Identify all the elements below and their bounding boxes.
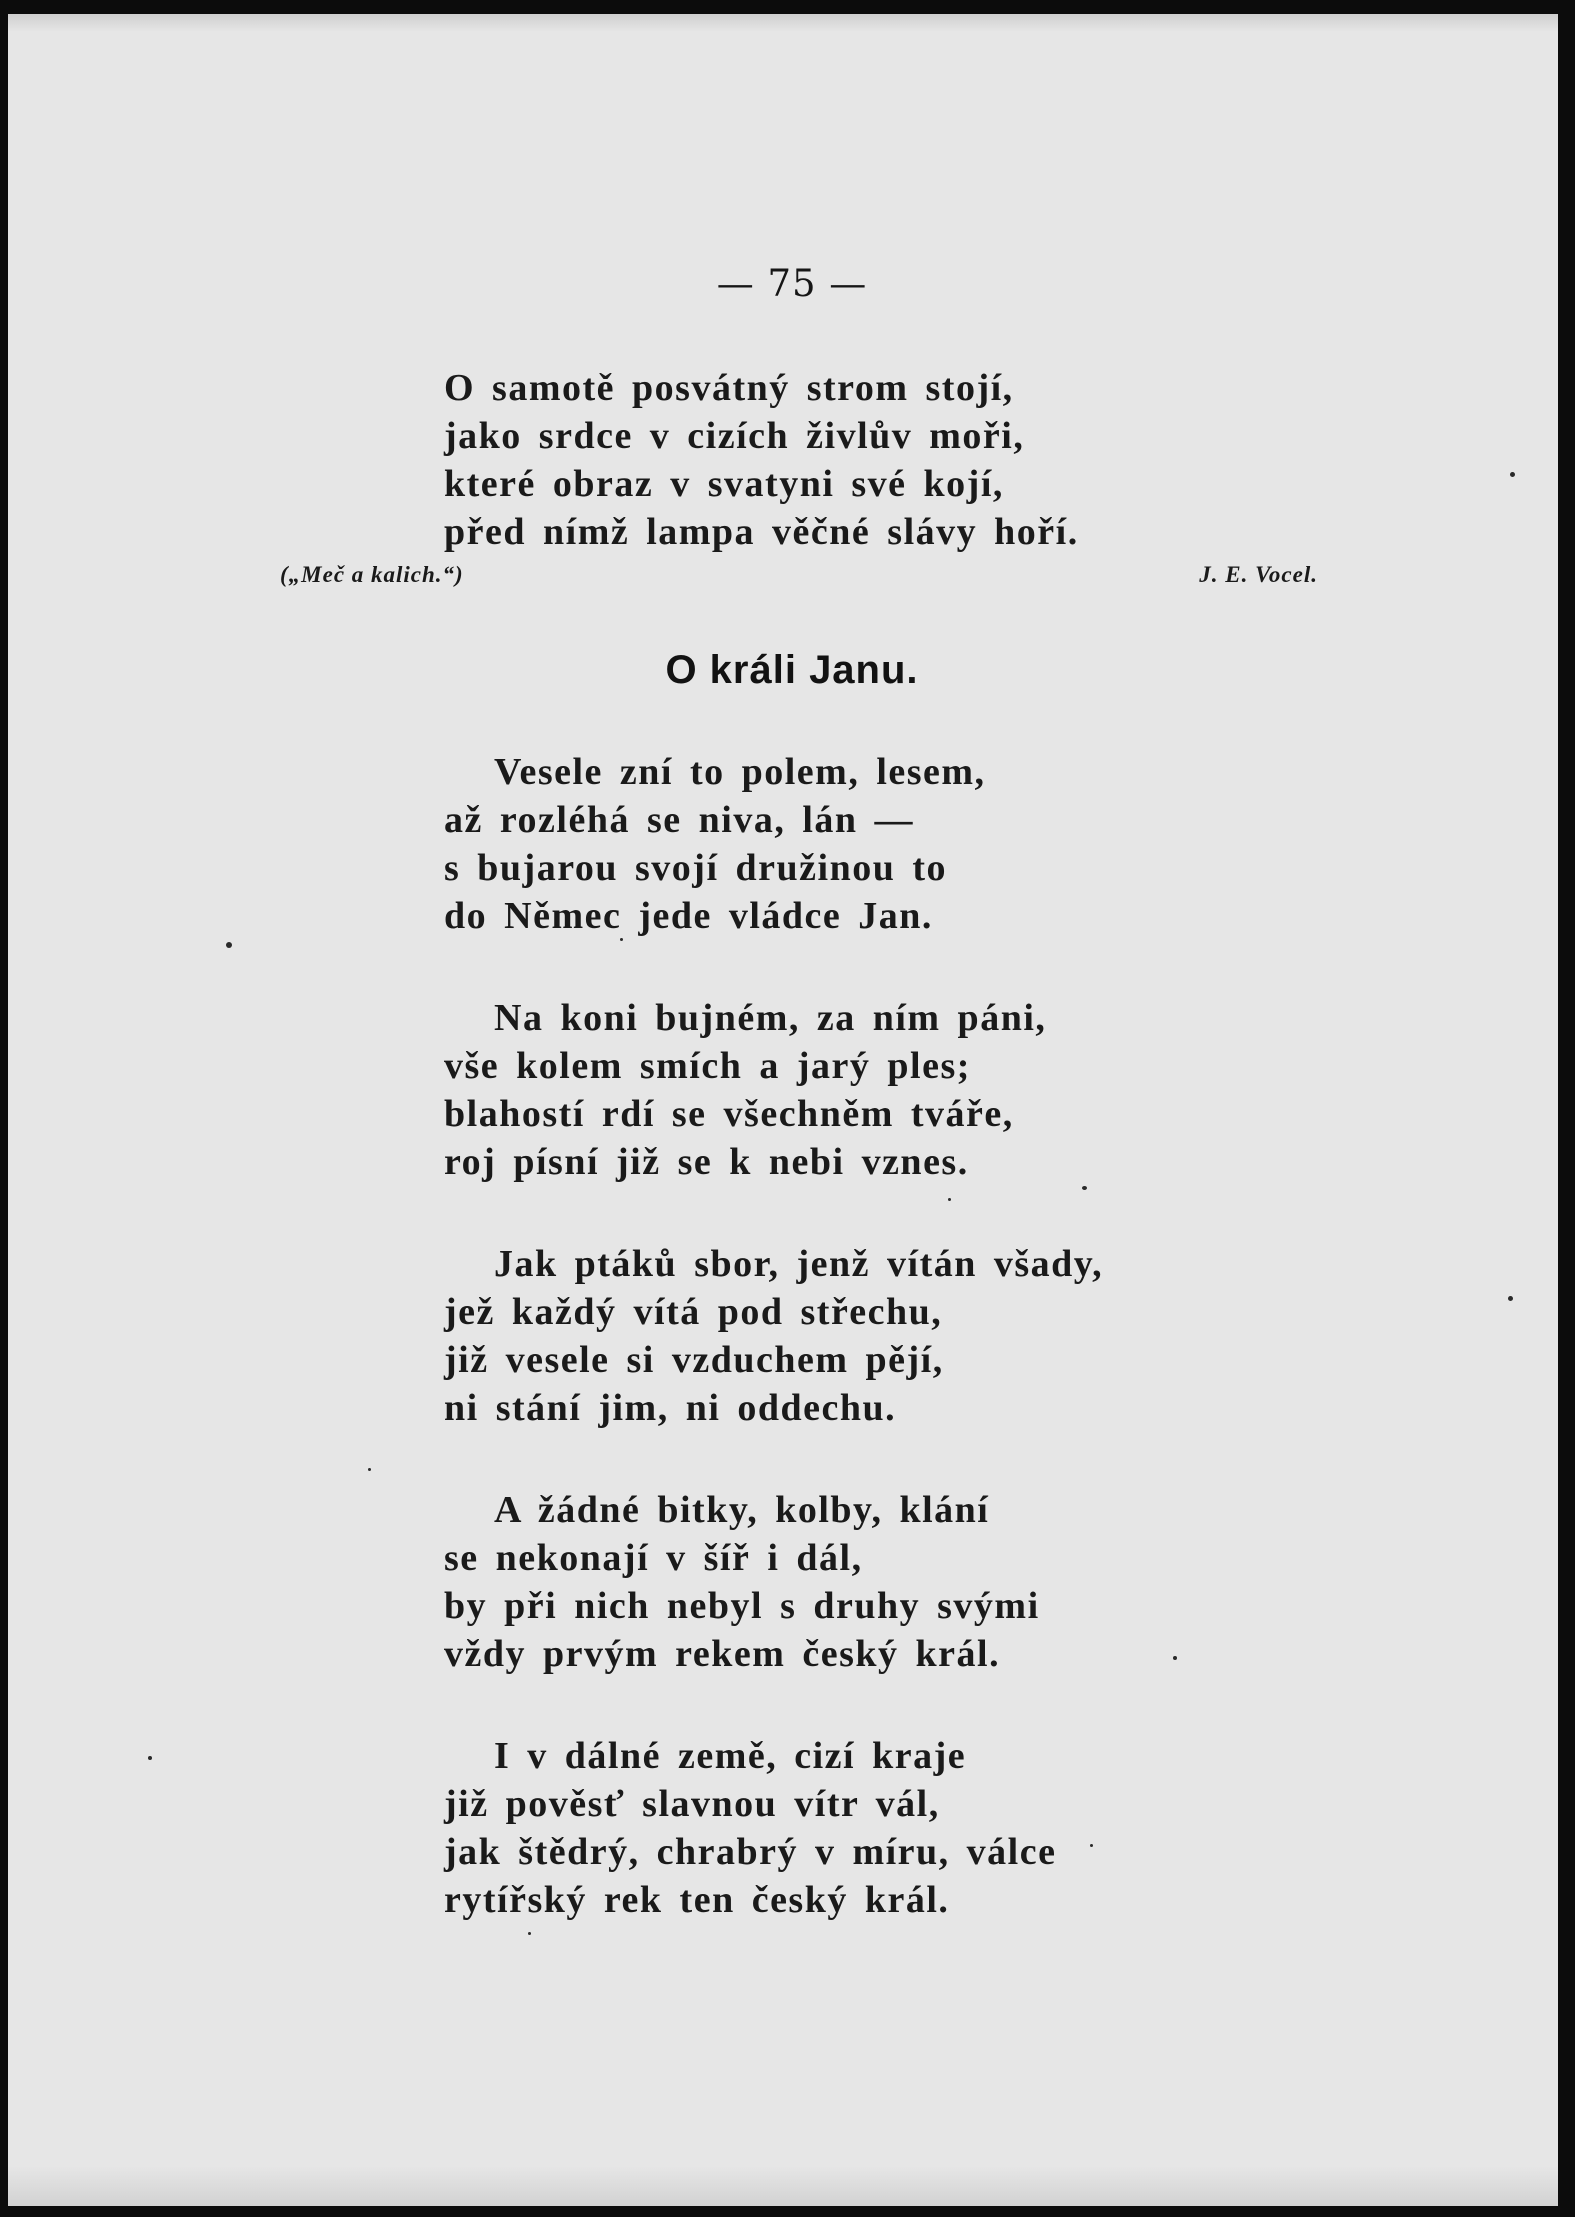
verse-line: Na koni bujném, za ním páni, [494, 997, 1047, 1039]
verse-line: které obraz v svatyni své kojí, [444, 463, 1004, 505]
scan-speck [368, 1468, 371, 1471]
verse-line: jak štědrý, chrabrý v míru, válce [444, 1831, 1057, 1873]
poem-stanza [444, 1486, 1040, 1678]
scan-speck [948, 1198, 951, 1201]
poem-title: O králi Janu. [665, 648, 919, 692]
attribution-source: („Meč a kalich.“) [280, 562, 464, 587]
verse-line: jež každý vítá pod střechu, [444, 1291, 943, 1333]
verse-line: Jak ptáků sbor, jenž vítán všady, [494, 1243, 1104, 1285]
opening-stanza [444, 364, 1079, 556]
verse-line: jako srdce v cizích živlův moři, [444, 415, 1025, 457]
verse-line: roj písní již se k nebi vznes. [444, 1141, 969, 1183]
verse-line: již vesele si vzduchem pějí, [444, 1339, 944, 1381]
verse-line: blahostí rdí se všechněm tváře, [444, 1093, 1014, 1135]
poem-stanza [444, 1732, 1056, 1924]
page-number: — 75 — [716, 262, 868, 305]
verse-line: vše kolem smích a jarý ples; [444, 1045, 971, 1087]
verse-line: A žádné bitky, kolby, klání [494, 1489, 990, 1531]
poem-stanza [444, 1240, 1103, 1432]
scan-speck [1508, 1296, 1513, 1301]
verse-line: až rozléhá se niva, lán — [444, 799, 915, 841]
poem-stanza [444, 994, 1046, 1186]
scan-speck [1090, 1844, 1093, 1847]
verse-line: vždy prvým rekem český král. [444, 1633, 1001, 1675]
verse-line: před nímž lampa věčné slávy hoří. [444, 511, 1079, 553]
verse-line: ni stání jim, ni oddechu. [444, 1387, 897, 1429]
scan-speck [148, 1756, 152, 1760]
verse-line: O samotě posvátný strom stojí, [444, 367, 1014, 409]
scan-speck [620, 938, 623, 941]
verse-line: se nekonají v šíř i dál, [444, 1537, 863, 1579]
book-page [8, 14, 1558, 2206]
verse-line: již pověsť slavnou vítr vál, [444, 1783, 940, 1825]
verse-line: rytířský rek ten český král. [444, 1879, 950, 1921]
scan-speck [528, 1932, 531, 1935]
scan-speck [1510, 472, 1515, 477]
verse-line: I v dálné země, cizí kraje [494, 1735, 967, 1777]
verse-line: Vesele zní to polem, lesem, [494, 751, 986, 793]
verse-line: by při nich nebyl s druhy svými [444, 1585, 1040, 1627]
scan-speck [226, 942, 232, 948]
verse-line: do Němec jede vládce Jan. [444, 895, 933, 937]
poem-stanza [444, 748, 986, 940]
scan-speck [1082, 1186, 1087, 1190]
verse-line: s bujarou svojí družinou to [444, 847, 948, 889]
scan-speck [1173, 1656, 1177, 1660]
attribution-author: J. E. Vocel. [1199, 562, 1318, 587]
